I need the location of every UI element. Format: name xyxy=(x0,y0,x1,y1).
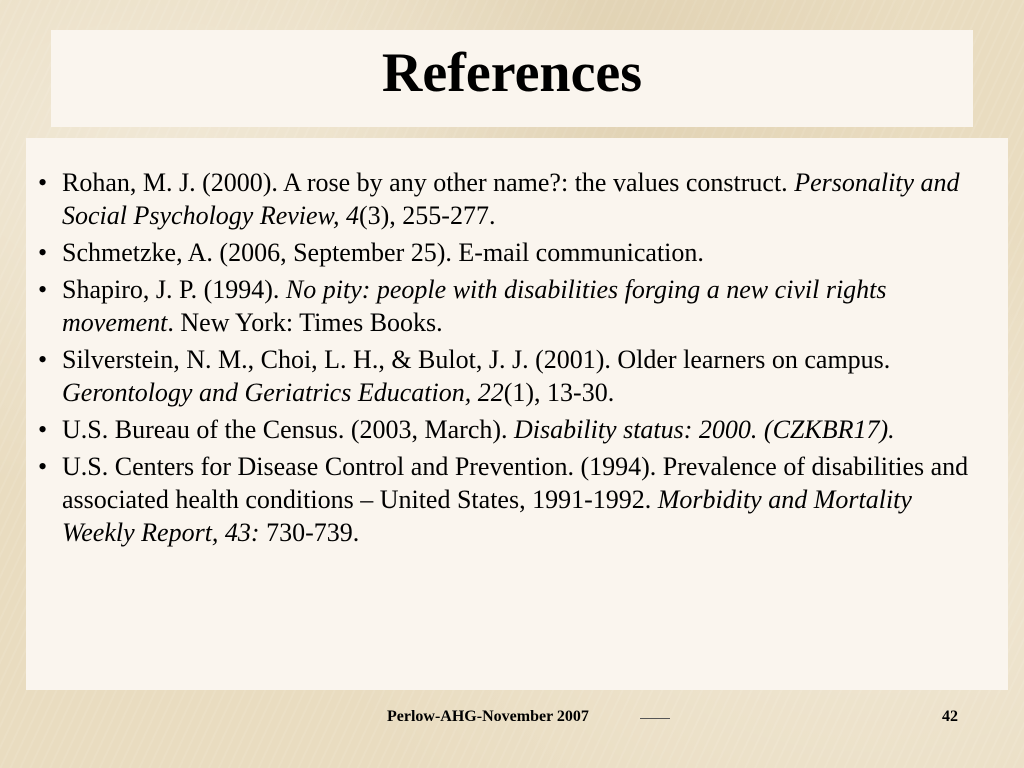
reference-text: Silverstein, N. M., Choi, L. H., & Bulot, J. J. (2001). Older learners on campus. xyxy=(62,345,891,374)
reference-item xyxy=(26,236,986,269)
reference-text: Schmetzke, A. (2006, September 25). E-mail communication. xyxy=(62,238,704,267)
bullet-icon: • xyxy=(38,275,48,304)
reference-text: Shapiro, J. P. (1994). xyxy=(62,275,286,304)
reference-item xyxy=(26,343,986,409)
reference-text: U.S. Bureau of the Census. (2003, March). xyxy=(62,415,515,444)
reference-text: 730-739. xyxy=(259,518,360,547)
reference-text: U.S. Centers for Disease Control and Prevention. (1994). Prevalence of disabilities and associated health conditions – United States, 1991-1992. xyxy=(62,452,969,514)
bullet-icon: • xyxy=(38,415,48,444)
reference-journal: Morbidity and Mortality Weekly Report, 43: xyxy=(62,485,912,547)
footer-text: Perlow-AHG-November 2007 xyxy=(387,708,589,725)
reference-item xyxy=(26,273,986,339)
footer-divider xyxy=(640,718,670,719)
slide-title: References xyxy=(381,41,643,104)
reference-item xyxy=(26,166,986,232)
reference-report-title: Disability status: 2000. (CZKBR17). xyxy=(514,415,895,444)
title-box xyxy=(51,30,973,127)
reference-text: (3), 255-277. xyxy=(358,201,496,230)
reference-text: Rohan, M. J. (2000). A rose by any other name?: the values construct. xyxy=(62,168,795,197)
reference-text: (1), 13-30. xyxy=(503,378,615,407)
reference-journal: Personality and Social Psychology Review, 4 xyxy=(62,168,960,230)
reference-item xyxy=(26,450,986,549)
bullet-icon: • xyxy=(38,168,48,197)
page-number: 42 xyxy=(942,708,958,725)
reference-book-title: No pity: people with disabilities forging a new civil rights movement xyxy=(62,275,887,337)
bullet-icon: • xyxy=(38,345,48,374)
content-box xyxy=(26,138,1008,690)
reference-text: . New York: Times Books. xyxy=(167,308,443,337)
bullet-icon: • xyxy=(38,452,48,481)
reference-journal: Gerontology and Geriatrics Education, 22 xyxy=(62,378,504,407)
bullet-icon: • xyxy=(38,238,48,267)
reference-item xyxy=(26,413,986,446)
reference-list xyxy=(26,166,986,553)
